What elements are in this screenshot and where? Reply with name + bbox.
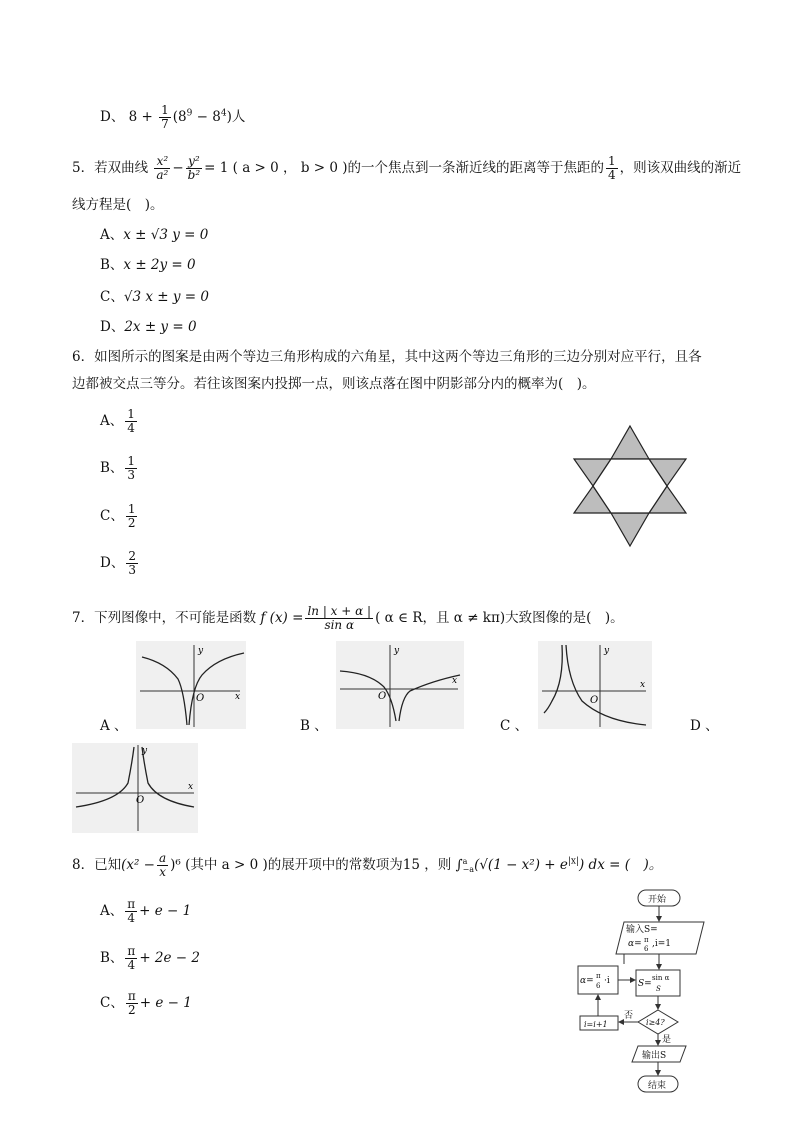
q5-frac-y: $\frac{\text{y²}}{\text{b²}}$ — [187, 154, 201, 183]
q8-option-c-frac: $\frac{\pi}{2}$ — [127, 989, 136, 1018]
q8-option-c: C、 $\frac{\pi}{2}$ + e − 1 — [100, 989, 192, 1018]
q7-label-d: D 、 — [690, 718, 719, 734]
flow-s-frac-d: S — [656, 985, 661, 993]
flow-alpha-label: α= — [580, 976, 594, 986]
q5-frac-x: $\frac{\text{x²}}{\text{a²}}$ — [156, 154, 169, 183]
flow-input-frac-n: π — [644, 936, 649, 944]
star-tip-top — [611, 426, 649, 459]
q6-option-c-frac: $\frac{1}{2}$ — [127, 502, 136, 531]
q6-option-d-frac: $\frac{2}{3}$ — [128, 549, 136, 578]
flow-end-label: 结束 — [648, 1081, 667, 1091]
q7-question: 7．下列图像中，不可能是函数 f (x) = $\frac{\ln | x + \alpha |}{\text{sin α}}$ ( α ∈ R，且 α ≠ kπ)大致图像的是( )。 — [72, 604, 624, 633]
y-label: y — [198, 646, 204, 656]
flow-input-i: ,i=1 — [652, 939, 672, 949]
curve-left — [76, 747, 134, 807]
flow-alpha-frac-d: 6 — [596, 982, 601, 990]
q8-frac: $\frac{a}{x}$ — [159, 851, 167, 880]
star-tip-bottom — [611, 513, 649, 546]
q6-option-c: C、 $\frac{1}{2}$ — [100, 502, 136, 531]
q7-label-b: B 、 — [300, 718, 328, 734]
q4-option-d: D、 8 + $\frac{1}{7}$ $(8^9 - 8^4)$人 — [100, 103, 246, 132]
q5-option-b: B、x ± 2y = 0 — [100, 257, 196, 273]
curve-right — [189, 653, 244, 725]
y-label: y — [604, 646, 610, 656]
origin-label: O — [378, 691, 387, 702]
flow-alpha-i: ·i — [604, 976, 610, 986]
x-label: x — [188, 782, 194, 792]
q7-graph-a — [136, 641, 246, 729]
q5-option-c: C、√3 x ± y = 0 — [100, 289, 209, 305]
q4-option-d-prefix: 8 + — [128, 109, 153, 126]
x-label: x — [235, 692, 241, 702]
flow-input-label: 输入S= — [626, 925, 658, 935]
y-label: y — [394, 646, 400, 656]
q7-label-c: C 、 — [500, 718, 529, 734]
origin-label: O — [196, 693, 205, 704]
q7-label-a: A 、 — [100, 718, 128, 734]
flow-output-label: 输出S — [642, 1051, 667, 1061]
q6-question-line1: 6．如图所示的图案是由两个等边三角形构成的六角星，其中这两个等边三角形的三边分别对应平行，且各 — [72, 349, 702, 365]
curve-left — [544, 645, 562, 713]
flow-start-label: 开始 — [648, 895, 667, 905]
flowchart — [568, 886, 718, 1101]
q4-option-d-fraction: $\frac{1}{7}$ — [161, 103, 169, 132]
q5-question: 5．若双曲线 $\frac{\text{x²}}{\text{a²}}$ − $\frac{\text{y²}}{\text{b²}}$ = 1 ( a > 0 ， b > 0 )的一个焦点到一条渐近线的距离等于焦距的 $\frac{1}{4}$ ，则该双曲线的渐近 — [72, 154, 742, 183]
origin-label: O — [590, 695, 599, 706]
q5-question-line2: 线方程是( )。 — [72, 197, 164, 213]
q6-option-a: A、 $\frac{1}{4}$ — [100, 407, 135, 436]
flow-input-frac-d: 6 — [644, 945, 649, 953]
q7-graph-c — [538, 641, 652, 729]
q8-option-b: B、 $\frac{\pi}{4}$ + 2e − 2 — [100, 944, 200, 973]
q6-option-a-frac: $\frac{1}{4}$ — [127, 407, 135, 436]
q8-integral-limits: a −a — [462, 856, 475, 874]
q6-question-line2: 边都被交点三等分。若往该图案内投掷一点，则该点落在图中阴影部分内的概率为( )。 — [72, 376, 596, 392]
curve-right — [566, 645, 646, 725]
q7-graph-b — [336, 641, 464, 729]
q6-option-d: D、 $\frac{2}{3}$ — [100, 549, 136, 578]
q8-option-a: A、 $\frac{\pi}{4}$ + e − 1 — [100, 897, 192, 926]
q7-graph-a-svg — [136, 641, 246, 729]
q7-graph-b-svg — [336, 641, 464, 729]
q8-question: 8．已知(x² − $\frac{a}{x}$ )⁶ (其中 a > 0 )的展开项中的常数项为15 ，则 ∫ a −a $(√(1 - x^2) + e^{|x|})$ dx = ( )。 — [72, 851, 663, 880]
flow-no-label: 否 — [624, 1011, 634, 1021]
x-label: x — [640, 680, 646, 690]
flow-s-label: S= — [638, 979, 652, 989]
flow-input-alpha: α= — [628, 939, 642, 949]
curve-right — [142, 747, 194, 807]
curve-left — [340, 671, 396, 721]
hexagram-figure — [568, 418, 692, 558]
flow-alpha-frac-n: π — [596, 972, 601, 980]
q5-option-a: A、x ± √3 y = 0 — [100, 227, 209, 243]
q7-graph-d — [72, 743, 198, 833]
q6-option-b: B、 $\frac{1}{3}$ — [100, 454, 136, 483]
flow-increment-label: i=i+1 — [584, 1020, 608, 1029]
q5-option-d: D、2x ± y = 0 — [100, 319, 197, 335]
q7-graph-c-svg — [538, 641, 652, 729]
q6-option-b-frac: $\frac{1}{3}$ — [127, 454, 136, 483]
q8-option-b-frac: $\frac{\pi}{4}$ — [127, 944, 136, 973]
origin-label: O — [136, 795, 145, 806]
q7-frac: $\frac{\ln | x + \alpha |}{\text{sin α}}$ — [307, 604, 372, 633]
q5-frac-quarter: $\frac{1}{4}$ — [608, 154, 616, 183]
q7-graph-d-svg — [72, 743, 198, 833]
q8-option-a-frac: $\frac{\pi}{4}$ — [127, 897, 136, 926]
flow-s-frac-n: sin α — [652, 974, 670, 982]
flow-yes-label: 是 — [662, 1035, 672, 1045]
flow-condition-label: i≥4? — [646, 1018, 665, 1027]
x-label: x — [452, 676, 458, 686]
y-label: y — [142, 746, 148, 756]
q4-option-d-label: D、 — [100, 109, 125, 126]
curve-right — [399, 675, 460, 721]
